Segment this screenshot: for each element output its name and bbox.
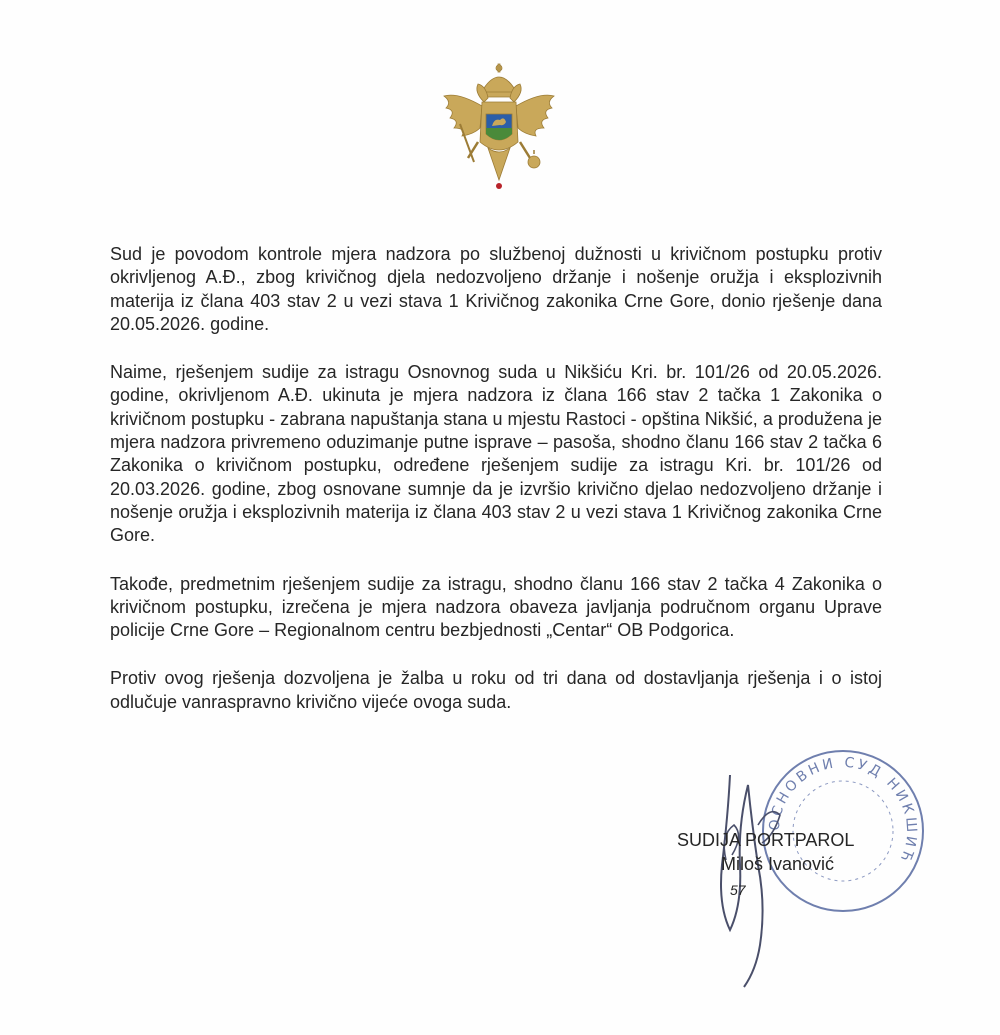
signature-title: SUDIJA PORTPAROL (677, 830, 855, 850)
signature-name: Miloš Ivanović (721, 854, 835, 874)
document-body (110, 243, 882, 739)
paragraph-1: Sud je povodom kontrole mjera nadzora po službenoj dužnosti u krivičnom postupku protiv okrivljenog A.Đ., zbog krivičnog djela nedozvoljeno držanje i nošenje oružja i eksplozivnih materija iz člana 403 stav 2 u vezi stava 1 Krivičnog zakonika Crne Gore, donio rješenje dana 20.05.2026. godine. (110, 244, 882, 334)
paragraph-3: Takođe, predmetnim rješenjem sudije za istragu, shodno članu 166 stav 2 tačka 4 Zakonika o krivičnom postupku, izrečena je mjera nadzora obaveza javljanja područnom organu Uprave policije Crne Gore – Regionalnom centru bezbjednosti „Centar“ OB Podgorica. (110, 573, 882, 641)
signature-number: 57 (730, 882, 746, 898)
montenegro-coat-of-arms-icon (438, 62, 560, 198)
paragraph-2: Naime, rješenjem sudije za istragu Osnovnog suda u Nikšiću Kri. br. 101/26 od 20.05.2026. godine, okrivljenom A.Đ. ukinuta je mjera nadzora iz člana 166 stav 2 tačka 1 Zakonika o krivičnom postupku - zabrana napuštanja stana u mjestu Rastoci - opština Nikšić, a produžena je mjera nadzora privremeno oduzimanje putne isprave – pasoša, shodno članu 166 stav 2 tačka 6 Zakonika o krivičnom postupku, određene rješenjem sudije za istragu Kri. br. 101/26 od 20.03.2026. godine, zbog osnovane sumnje da je izvršio krivično djelao nedozvoljeno držanje i nošenje oružja i eksplozivnih materija iz člana 403 stav 2 u vezi stava 1 Krivičnog zakonika Crne Gore. (110, 362, 882, 546)
stamp-text: ОСНОВНИ СУД НИКШИЋ (766, 754, 920, 867)
paragraph-4: Protiv ovog rješenja dozvoljena je žalba u roku od tri dana od dostavljanja rješenja i o istoj odlučuje vanraspravno krivično vijeće ovoga suda. (110, 668, 882, 712)
handwritten-signature-icon (700, 755, 810, 995)
